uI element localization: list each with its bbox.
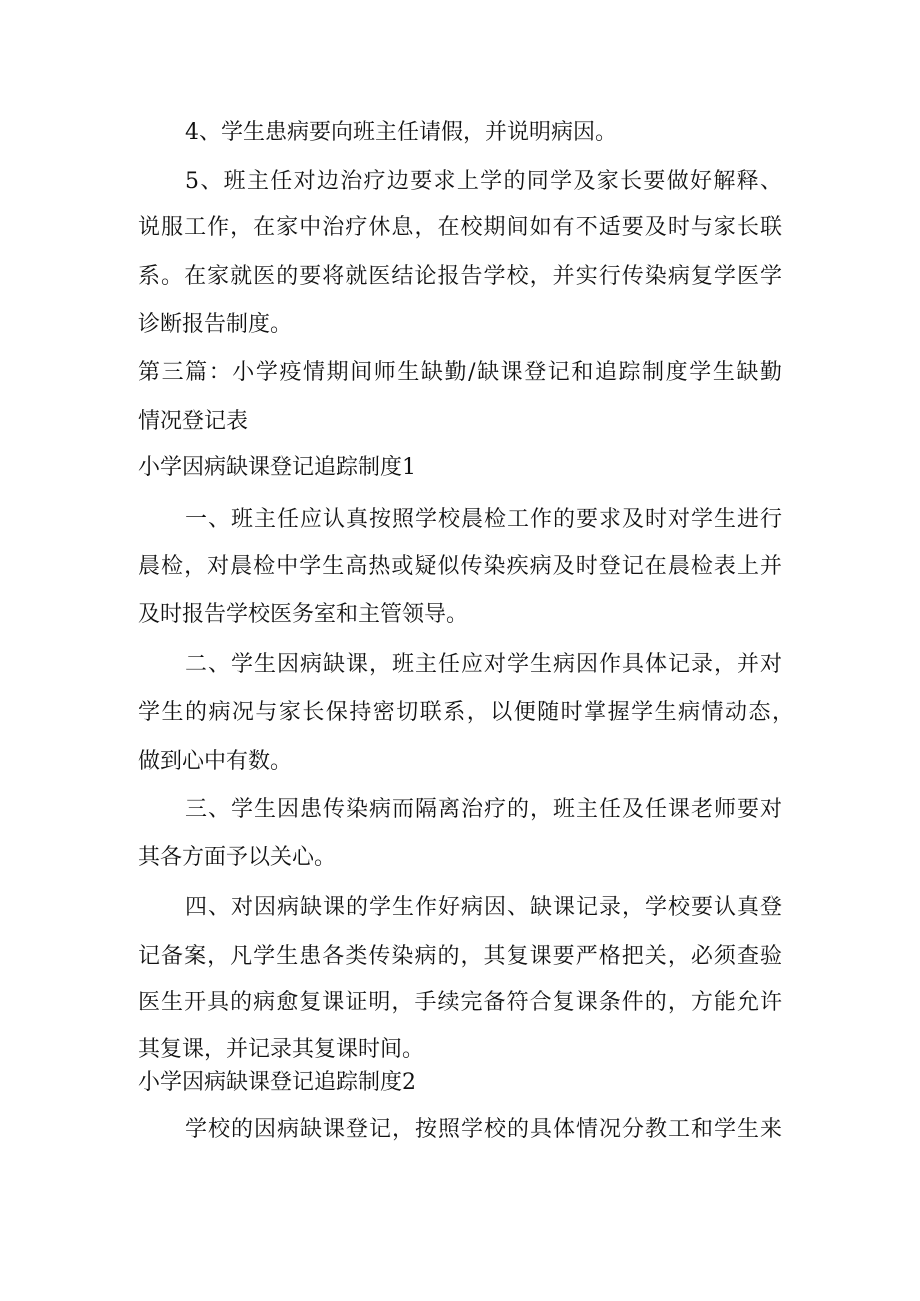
subheading-2: 小学因病缺课登记追踪制度2 [138,1070,416,1095]
item-4-line: 四、对因病缺课的学生作好病因、缺课记录，学校要认真登 [185,895,782,920]
item-1-line: 一、班主任应认真按照学校晨检工作的要求及时对学生进行 [185,507,782,532]
item-3-line: 其各方面予以关心。 [138,845,337,870]
subheading-1: 小学因病缺课登记追踪制度1 [138,455,416,480]
item-3-line: 三、学生因患传染病而隔离治疗的，班主任及任课老师要对 [185,797,782,822]
item-2-line: 做到心中有数。 [138,749,293,774]
item-1-line: 及时报告学校医务室和主管领导。 [138,602,469,627]
item-4-line: 记备案，凡学生患各类传染病的，其复课要严格把关，必须查验 [138,944,782,969]
paragraph-4: 4、学生患病要向班主任请假，并说明病因。 [185,120,617,145]
item-4-line: 医生开具的病愈复课证明，手续完备符合复课条件的，方能允许 [138,990,782,1015]
section-heading: 第三篇：小学疫情期间师生缺勤/缺课登记和追踪制度学生缺勤 [138,360,782,385]
item-2-line: 学生的病况与家长保持密切联系，以便随时掌握学生病情动态， [138,700,794,725]
item-4-line: 其复课，并记录其复课时间。 [138,1037,425,1062]
paragraph-5-line: 诊断报告制度。 [138,312,293,337]
paragraph-5-line: 说服工作，在家中治疗休息，在校期间如有不适要及时与家长联 [138,215,782,240]
section-heading: 情况登记表 [138,409,249,434]
item-1-line: 晨检，对晨检中学生高热或疑似传染疾病及时登记在晨检表上并 [138,554,782,579]
paragraph-5-line: 5、班主任对边治疗边要求上学的同学及家长要做好解释、 [185,169,782,194]
paragraph-5-line: 系。在家就医的要将就医结论报告学校，并实行传染病复学医学 [138,264,782,289]
item-2-line: 二、学生因病缺课，班主任应对学生病因作具体记录，并对 [185,652,782,677]
paragraph-line: 学校的因病缺课登记，按照学校的具体情况分教工和学生来 [185,1117,782,1142]
